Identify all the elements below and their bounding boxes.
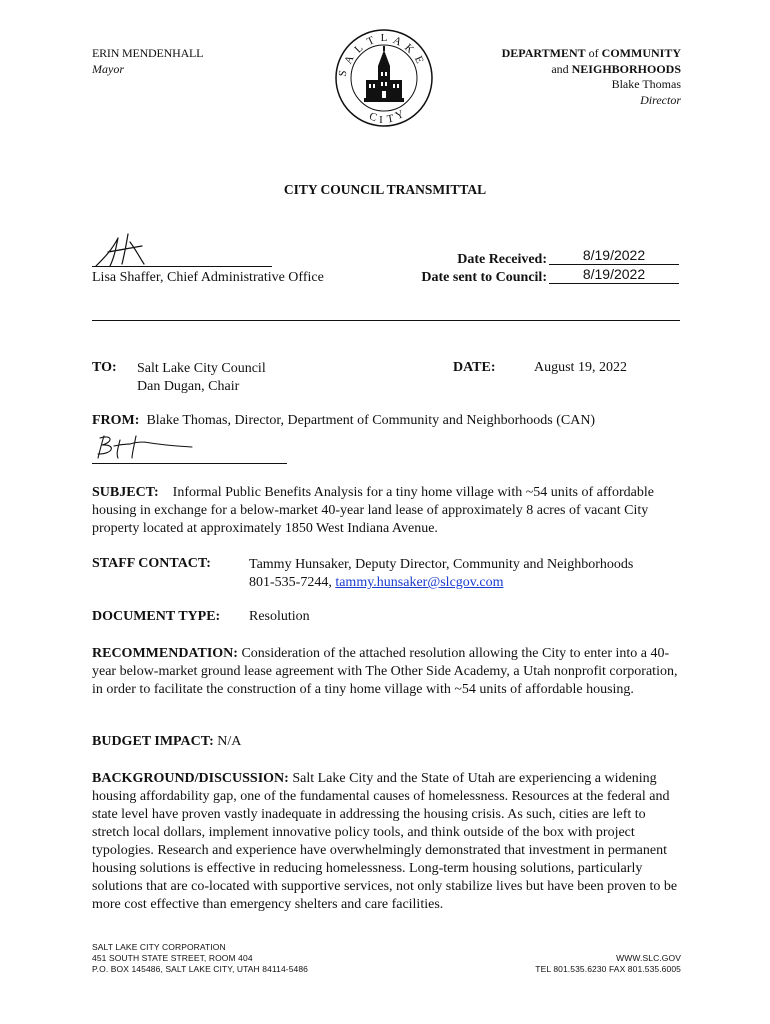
footer-web: WWW.SLC.GOV <box>616 953 681 963</box>
staff-contact-label: STAFF CONTACT: <box>92 556 211 571</box>
director-title: Director <box>640 92 681 107</box>
to-line-2: Dan Dugan, Chair <box>137 379 240 394</box>
department-block <box>502 46 681 108</box>
footer-phone: TEL 801.535.6230 FAX 801.535.6005 <box>535 964 681 974</box>
background-paragraph <box>92 770 682 914</box>
date-received-value: 8/19/2022 <box>549 247 679 265</box>
svg-text:L: L <box>352 42 366 56</box>
dept-neighborhoods: NEIGHBORHOODS <box>571 61 681 76</box>
director-name: Blake Thomas <box>611 77 681 91</box>
svg-text:C: C <box>367 110 379 125</box>
svg-text:A: A <box>391 34 404 49</box>
from-line <box>92 413 595 429</box>
recommendation-label: RECOMMENDATION: <box>92 646 238 661</box>
to-line-1: Salt Lake City Council <box>137 361 266 376</box>
date-received-label: Date Received: <box>457 252 547 267</box>
from-label: FROM: <box>92 413 140 428</box>
subject-label: SUBJECT: <box>92 485 159 500</box>
city-seal-icon <box>334 28 434 128</box>
svg-text:T: T <box>386 112 395 126</box>
dept-word: DEPARTMENT <box>501 46 586 60</box>
svg-text:A: A <box>342 53 357 66</box>
mayor-title: Mayor <box>92 62 124 76</box>
footer-address-1: 451 SOUTH STATE STREET, ROOM 404 <box>92 953 253 963</box>
footer-contact <box>535 953 681 975</box>
staff-contact-phone: 801-535-7244, <box>249 575 336 590</box>
budget-label: BUDGET IMPACT: <box>92 734 214 749</box>
from-value: Blake Thomas, Director, Department of Community and Neighborhoods (CAN) <box>146 413 596 428</box>
director-signature-icon <box>92 432 202 460</box>
date-value: August 19, 2022 <box>534 360 627 375</box>
to-recipients <box>137 360 266 396</box>
cao-signature-icon <box>90 228 160 270</box>
svg-text:L: L <box>380 32 388 44</box>
staff-contact <box>249 556 633 592</box>
svg-text:Y: Y <box>393 108 406 123</box>
footer-address <box>92 942 308 975</box>
subject-paragraph <box>92 484 682 538</box>
background-text: Salt Lake City and the State of Utah are experiencing a widening housing affordability gap, one of the fundamental causes of homelessness. Resources at the federal and state level have proven vastly inadequate in addressing the housing crisis. As such, cities are left to stretch local dollars, implement innovative policy tools, and think outside of the box with project typologies. Research and experience have overwhelmingly demonstrated that investment in permanent housing solutions is effective in reducing homelessness. Long-term housing solutions, particularly solutions that are co-located with supportive services, not only stabilize lives but have been proven to be more cost effective than emergency shelters and care facilities. <box>92 771 678 912</box>
recommendation-paragraph <box>92 645 682 699</box>
budget-value: N/A <box>217 734 242 749</box>
staff-email-link[interactable]: tammy.hunsaker@slcgov.com <box>335 575 504 590</box>
director-signature-line <box>92 463 287 464</box>
date-label: DATE: <box>453 360 496 375</box>
svg-text:I: I <box>379 114 383 126</box>
date-sent-value: 8/19/2022 <box>549 266 679 284</box>
subject-text: Informal Public Benefits Analysis for a tiny home village with ~54 units of affordable housing in exchange for a below-market 40-year land lease of approximately 8 acres of vacant City property located at approximately 1850 West Indiana Avenue. <box>92 485 654 536</box>
dept-community: COMMUNITY <box>601 46 681 60</box>
recommendation-text: Consideration of the attached resolution allowing the City to enter into a 40-year below-market ground lease agreement with The Other Side Academy, a Utah nonprofit corporation, in order to facilitate the construction of a tiny home village with ~54 units of affordable housing. <box>92 646 678 697</box>
background-label: BACKGROUND/DISCUSSION: <box>92 771 289 786</box>
date-sent-label: Date sent to Council: <box>421 270 547 285</box>
divider <box>92 320 680 321</box>
footer-org: SALT LAKE CITY CORPORATION <box>92 942 226 952</box>
document-type-value: Resolution <box>249 609 310 624</box>
signature-line <box>92 266 272 267</box>
svg-text:S: S <box>336 69 350 78</box>
footer-address-2: P.O. BOX 145486, SALT LAKE CITY, UTAH 84114-5486 <box>92 964 309 974</box>
mayor-name: ERIN MENDENHALL <box>92 46 204 60</box>
svg-text:E: E <box>411 54 426 66</box>
svg-text:T: T <box>365 34 377 49</box>
signer-name: Lisa Shaffer, Chief Administrative Office <box>92 270 324 285</box>
dept-and: and <box>551 61 572 76</box>
budget-impact <box>92 734 241 750</box>
to-label: TO: <box>92 360 117 375</box>
document-title: CITY COUNCIL TRANSMITTAL <box>283 182 487 197</box>
document-type-label: DOCUMENT TYPE: <box>92 609 221 624</box>
svg-text:K: K <box>402 41 417 56</box>
dept-of: of <box>585 46 602 60</box>
staff-contact-name: Tammy Hunsaker, Deputy Director, Community and Neighborhoods <box>249 557 634 572</box>
